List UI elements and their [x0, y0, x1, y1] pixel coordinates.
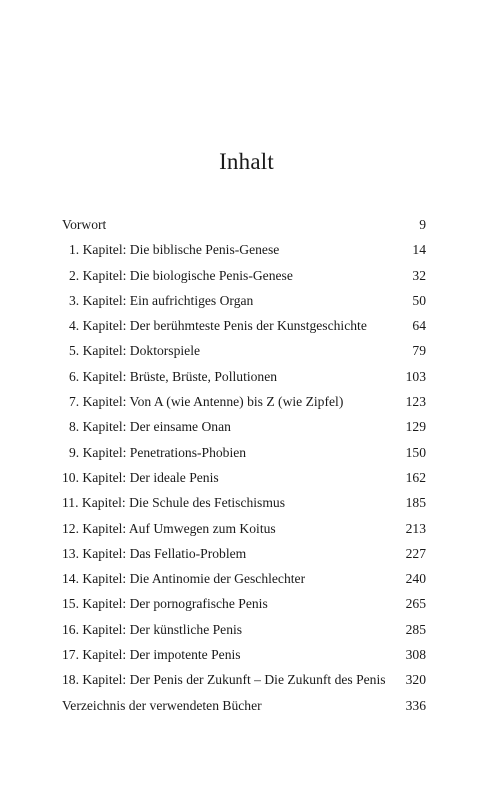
toc-entry-label: 7. Kapitel: Von A (wie Antenne) bis Z (wie Zipfel) [69, 394, 344, 410]
toc-entry-page: 9 [419, 217, 426, 232]
toc-entry-chapter-1[interactable] [62, 237, 426, 262]
toc-entry-chapter-4[interactable] [62, 313, 426, 338]
toc-entry-chapter-16[interactable] [62, 617, 426, 642]
toc-entry-page: 265 [405, 596, 426, 612]
toc-entry-page: 32 [412, 267, 426, 283]
toc-entry-label: 16. Kapitel: Der künstliche Penis [62, 621, 243, 637]
toc-entry-page: 285 [405, 621, 426, 637]
toc-entry-chapter-7[interactable] [62, 389, 426, 414]
page-title: Inhalt [219, 149, 274, 174]
toc-entry-chapter-11[interactable] [62, 490, 426, 515]
toc-entry-chapter-5[interactable] [62, 338, 426, 363]
toc-entry-chapter-15[interactable] [62, 591, 426, 616]
toc-entry-page: 185 [405, 495, 426, 511]
toc-entry-label: 2. Kapitel: Die biologische Penis-Genese [69, 267, 293, 283]
toc-entry-label: 5. Kapitel: Doktorspiele [69, 343, 200, 359]
toc-entry-label: 18. Kapitel: Der Penis der Zukunft – Die Zukunft des Penis [62, 672, 386, 688]
toc-entry-label: 9. Kapitel: Penetrations-Phobien [69, 444, 247, 460]
toc-entry-chapter-2[interactable] [62, 263, 426, 288]
toc-entry-label: 6. Kapitel: Brüste, Brüste, Pollutionen [69, 368, 278, 384]
toc-entry-label: 17. Kapitel: Der impotente Penis [62, 647, 241, 663]
toc-entry-label: Verzeichnis der verwendeten Bücher [62, 697, 262, 713]
toc-entry-label: 11. Kapitel: Die Schule des Fetischismus [62, 495, 286, 511]
toc-entry-chapter-14[interactable] [62, 566, 426, 591]
toc-entry-chapter-6[interactable] [62, 364, 426, 389]
toc-entry-label: 1. Kapitel: Die biblische Penis-Genese [69, 242, 280, 258]
toc-entry-page: 79 [412, 343, 426, 359]
toc-entry-page: 64 [412, 318, 426, 334]
toc-entry-chapter-3[interactable] [62, 288, 426, 313]
toc-entry-chapter-8[interactable] [62, 414, 426, 439]
toc-entry-page: 50 [412, 292, 426, 308]
toc-entry-label: 13. Kapitel: Das Fellatio-Problem [62, 545, 247, 561]
toc-entry-page: 213 [405, 520, 426, 536]
toc-entry-page: 336 [405, 697, 426, 713]
toc-entry-vorwort[interactable] [62, 212, 426, 237]
toc-entry-page: 150 [405, 444, 426, 460]
toc-entry-label: 3. Kapitel: Ein aufrichtiges Organ [69, 292, 254, 308]
toc-entry-label: 10. Kapitel: Der ideale Penis [62, 469, 219, 485]
toc-entry-page: 308 [405, 647, 426, 663]
toc-entry-chapter-18[interactable] [62, 667, 426, 692]
toc-entry-page: 162 [405, 469, 426, 485]
toc-entry-page: 240 [405, 571, 426, 587]
toc-entry-label: Vorwort [62, 217, 107, 232]
toc-entry-page: 14 [412, 242, 426, 258]
toc-entry-chapter-13[interactable] [62, 541, 426, 566]
toc-entry-label: 8. Kapitel: Der einsame Onan [69, 419, 231, 435]
toc-entry-chapter-12[interactable] [62, 516, 426, 541]
toc-entry-chapter-17[interactable] [62, 642, 426, 667]
toc-entry-chapter-10[interactable] [62, 465, 426, 490]
toc-entry-page: 227 [405, 545, 426, 561]
toc-entry-label: 12. Kapitel: Auf Umwegen zum Koitus [62, 520, 276, 536]
toc-entry-page: 103 [405, 368, 426, 384]
toc-entry-chapter-9[interactable] [62, 440, 426, 465]
toc-entry-page: 123 [405, 394, 426, 410]
toc-entry-bibliography[interactable] [62, 693, 426, 718]
toc-entry-label: 4. Kapitel: Der berühmteste Penis der Kunstgeschichte [69, 318, 367, 334]
table-of-contents [62, 212, 426, 718]
toc-entry-label: 15. Kapitel: Der pornografische Penis [62, 596, 268, 612]
toc-entry-label: 14. Kapitel: Die Antinomie der Geschlechter [62, 571, 306, 587]
toc-entry-page: 129 [405, 419, 426, 435]
toc-entry-page: 320 [405, 672, 426, 688]
